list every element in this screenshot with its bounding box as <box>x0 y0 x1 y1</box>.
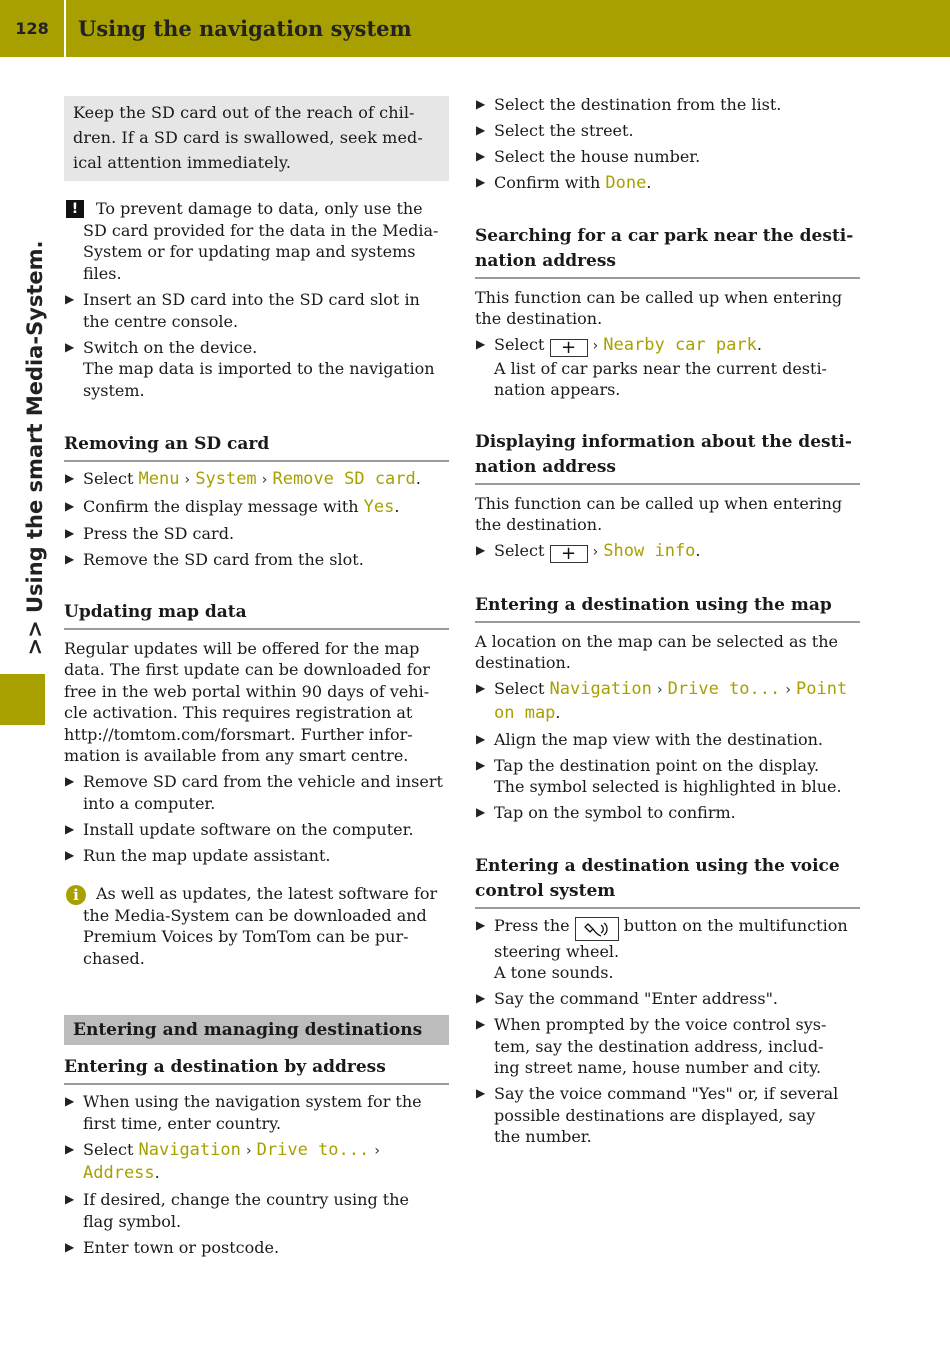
arrow-bullet-icon: ▶ <box>65 292 75 306</box>
remove-sd-card-label: Remove SD card <box>272 469 416 489</box>
voice-control-icon-graphic <box>582 921 612 939</box>
list-item: ▶ Align the map view with the destination. <box>476 729 823 749</box>
updating-paragraph: Regular updates will be offered for the map data. The first update can be downloaded for free in the web portal within 90 days of vehi- cle activation. This requires registration at http://tomtom.com/forsmart. Further infor- mation is available from any smart centre. <box>64 638 430 765</box>
arrow-bullet-icon: ▶ <box>476 805 486 819</box>
info-note <box>64 883 449 969</box>
point-on-map-label: Point <box>796 679 848 699</box>
arrow-bullet-icon: ▶ <box>476 175 486 189</box>
navigation-label: Navigation <box>549 679 652 699</box>
arrow-bullet-icon: ▶ <box>65 1239 75 1254</box>
arrow-bullet-icon: ▶ <box>476 757 486 772</box>
voice-steps <box>475 915 860 1148</box>
list-item: ▶ When prompted by the voice control sys- tem, say the destination address, includ- ing street name, house number and city. <box>476 1015 827 1077</box>
removing-steps <box>64 468 449 571</box>
arrow-bullet-icon: ▶ <box>65 774 75 788</box>
arrow-bullet-icon: ▶ <box>65 552 75 566</box>
right-column <box>475 94 860 1148</box>
exclamation-icon: ! <box>66 200 84 218</box>
info-line: As well as updates, the latest software for <box>96 884 438 903</box>
plus-key-icon: + <box>550 545 588 563</box>
arrow-bullet-icon: ▶ <box>65 821 75 836</box>
list-item: ▶ When using the navigation system for the first time, enter country. <box>65 1092 422 1133</box>
list-item: ▶ Insert an SD card into the SD card slot in the centre console. <box>65 290 420 331</box>
list-item: ▶ Switch on the device. The map data is imported to the navigation system. <box>65 337 435 400</box>
destination-select-steps <box>475 94 860 195</box>
arrow-bullet-icon: ▶ <box>65 1094 75 1108</box>
arrow-bullet-icon: ▶ <box>476 991 486 1005</box>
arrow-bullet-icon: ▶ <box>476 97 486 111</box>
navigation-label: Navigation <box>138 1139 241 1160</box>
arrow-bullet-icon: ▶ <box>476 731 486 746</box>
arrow-bullet-icon: ▶ <box>476 543 486 557</box>
car-park-steps <box>475 334 860 401</box>
list-item: ▶ If desired, change the country using the flag symbol. <box>65 1190 409 1231</box>
warning-line: To prevent damage to data, only use the <box>96 199 423 218</box>
arrow-bullet-icon: ▶ <box>65 847 75 862</box>
list-item: ▶ Tap the destination point on the display. The symbol selected is highlighted in blue. <box>476 755 842 796</box>
arrow-bullet-icon: ▶ <box>476 1086 486 1100</box>
header-divider <box>64 0 66 57</box>
list-item: ▶ Select Navigation › Drive to... › Address. <box>65 1139 380 1183</box>
sd-insert-steps <box>64 289 449 401</box>
section-heading-updating: Updating map data <box>64 600 449 630</box>
car-park-paragraph: This function can be called up when entering the destination. <box>475 287 843 328</box>
section-banner-managing: Entering and managing destinations <box>64 1015 449 1045</box>
warning-line: System or for updating map and systems <box>83 242 416 261</box>
left-column <box>64 96 449 1258</box>
done-label: Done <box>605 173 647 193</box>
list-item: ▶ Install update software on the computer. <box>65 819 414 839</box>
map-steps <box>475 678 860 824</box>
info-line: the Media-System can be downloaded and <box>83 905 427 925</box>
arrow-bullet-icon: ▶ <box>65 526 75 540</box>
list-item: ▶ Tap on the symbol to confirm. <box>476 803 736 822</box>
warning-line: SD card provided for the data in the Media- <box>83 220 439 240</box>
arrow-bullet-icon: ▶ <box>476 337 486 351</box>
list-item: ▶ Select the destination from the list. <box>476 95 782 114</box>
arrow-bullet-icon: ▶ <box>65 499 75 513</box>
arrow-bullet-icon: ▶ <box>476 149 486 163</box>
arrow-bullet-icon: ▶ <box>65 471 75 485</box>
map-paragraph: A location on the map can be selected as the destination. <box>475 631 838 672</box>
arrow-bullet-icon: ▶ <box>65 1141 75 1156</box>
list-item: ▶ Select + › Show info. <box>476 541 701 564</box>
section-heading-by-address: Entering a destination by address <box>64 1055 449 1085</box>
info-line: Premium Voices by TomTom can be pur- <box>83 927 409 946</box>
section-heading-car-park: Searching for a car park near the desti- nation address <box>475 224 860 279</box>
info-steps <box>475 540 860 564</box>
note-line: Keep the SD card out of the reach of chil- <box>73 103 415 122</box>
drive-to-label: Drive to... <box>256 1139 370 1160</box>
info-line: chased. <box>83 948 145 968</box>
page-title: Using the navigation system <box>78 16 412 41</box>
info-icon: i <box>66 885 86 905</box>
address-label: Address <box>83 1163 155 1183</box>
arrow-bullet-icon: ▶ <box>65 1192 75 1206</box>
by-address-steps <box>64 1091 449 1258</box>
plus-key-icon: + <box>550 339 588 357</box>
list-item: ▶ Remove the SD card from the slot. <box>65 550 364 569</box>
list-item: ▶ Press the SD card. <box>65 524 235 543</box>
drive-to-label: Drive to... <box>667 679 781 699</box>
nearby-car-park-label: Nearby car park <box>603 335 757 355</box>
updating-steps <box>64 771 449 866</box>
list-item: ▶ Select + › Nearby car park. A list of car parks near the current desti- nation appears. <box>476 335 827 399</box>
side-running-title: >> Using the smart Media-System. <box>23 240 47 656</box>
section-heading-map: Entering a destination using the map <box>475 593 860 623</box>
list-item: ▶ Confirm with Done. <box>476 173 652 193</box>
note-line: dren. If a SD card is swallowed, seek med- <box>73 128 423 147</box>
list-item: ▶ Select the house number. <box>476 147 701 166</box>
arrow-bullet-icon: ▶ <box>476 1017 486 1031</box>
list-item: ▶ Say the voice command "Yes" or, if several possible destinations are displayed, say the number. <box>476 1084 839 1146</box>
yes-label: Yes <box>363 497 395 517</box>
list-item: ▶ Press the button on the multifunction steering wheel. A tone sounds. <box>476 915 848 982</box>
list-item: ▶ Confirm the display message with Yes. <box>65 497 400 517</box>
info-paragraph: This function can be called up when entering the destination. <box>475 493 843 534</box>
note-line: ical attention immediately. <box>73 153 292 172</box>
section-heading-voice: Entering a destination using the voice control system <box>475 854 860 909</box>
list-item: ▶ Run the map update assistant. <box>65 845 331 865</box>
list-item: ▶ Say the command "Enter address". <box>476 989 779 1008</box>
list-item: ▶ Select the street. <box>476 121 634 140</box>
arrow-bullet-icon: ▶ <box>65 339 75 354</box>
list-item: ▶ Select Menu › System › Remove SD card. <box>65 469 421 489</box>
section-heading-info: Displaying information about the desti- nation address <box>475 430 860 485</box>
menu-label: Menu <box>138 469 180 489</box>
arrow-bullet-icon: ▶ <box>476 123 486 137</box>
voice-control-icon <box>575 917 619 941</box>
section-heading-removing: Removing an SD card <box>64 432 449 462</box>
warning-note <box>64 198 449 284</box>
page-number: 128 <box>15 19 49 38</box>
arrow-bullet-icon: ▶ <box>476 917 486 932</box>
system-label: System <box>195 469 257 489</box>
side-tab-marker <box>0 674 45 725</box>
list-item: ▶ Select Navigation › Drive to... › Point on map. <box>476 679 848 723</box>
list-item: ▶ Enter town or postcode. <box>65 1237 280 1257</box>
show-info-label: Show info <box>603 541 696 561</box>
note-box <box>64 96 449 181</box>
warning-line: files. <box>83 263 122 283</box>
arrow-bullet-icon: ▶ <box>476 681 486 695</box>
point-on-map-label: on map <box>494 702 556 723</box>
list-item: ▶ Remove SD card from the vehicle and insert into a computer. <box>65 772 443 813</box>
